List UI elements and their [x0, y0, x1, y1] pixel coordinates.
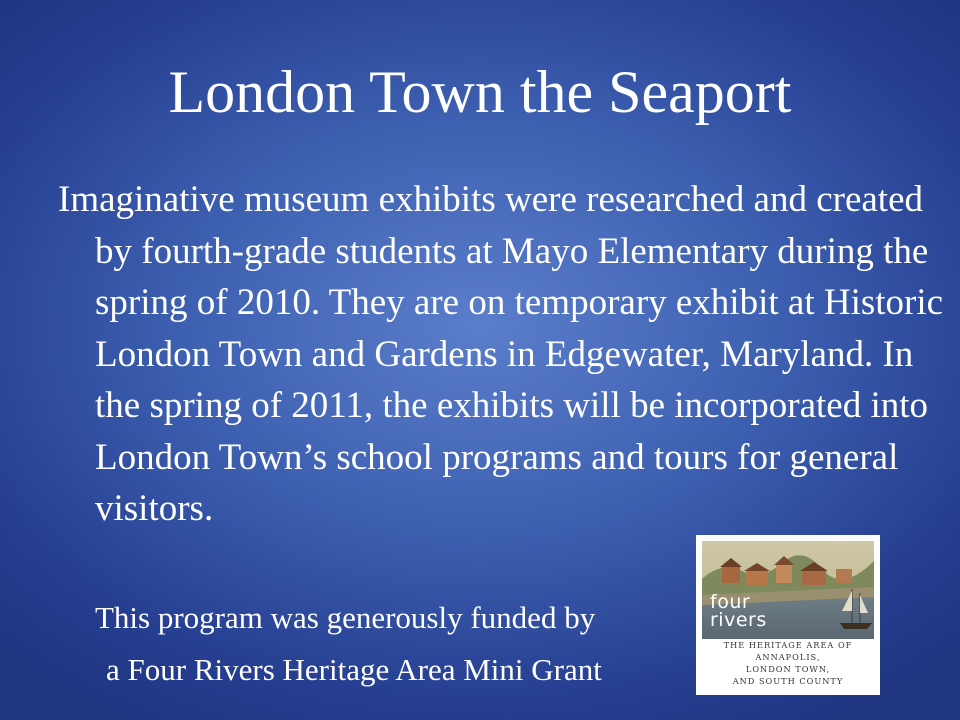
logo-word-rivers: rivers	[710, 609, 767, 631]
logo-caption-line-3: LONDON TOWN,	[745, 664, 831, 674]
credit-line-grant: a Four Rivers Heritage Area Mini Grant	[106, 652, 602, 687]
logo-word-four: four	[710, 591, 751, 613]
credit-line-funding: This program was generously funded by	[95, 600, 596, 635]
slide-title: London Town the Seaport	[168, 59, 792, 125]
logo-caption-line-1: THE HERITAGE AREA OF	[723, 640, 853, 650]
logo-caption-line-2: ANNAPOLIS,	[755, 652, 821, 662]
logo-caption-line-4: AND SOUTH COUNTY	[732, 676, 844, 686]
four-rivers-logo	[696, 535, 880, 695]
body-paragraph: Imaginative museum exhibits were researched and created by fourth-grade students at Mayo Elementary during the spring of 2010. They are on temporary exhibit at Historic London Town and Gardens in Edgewater, Maryland. In the spring of 2011, the exhibits will be incorporated into London Town’s school programs and tours for general visitors.	[58, 179, 944, 529]
